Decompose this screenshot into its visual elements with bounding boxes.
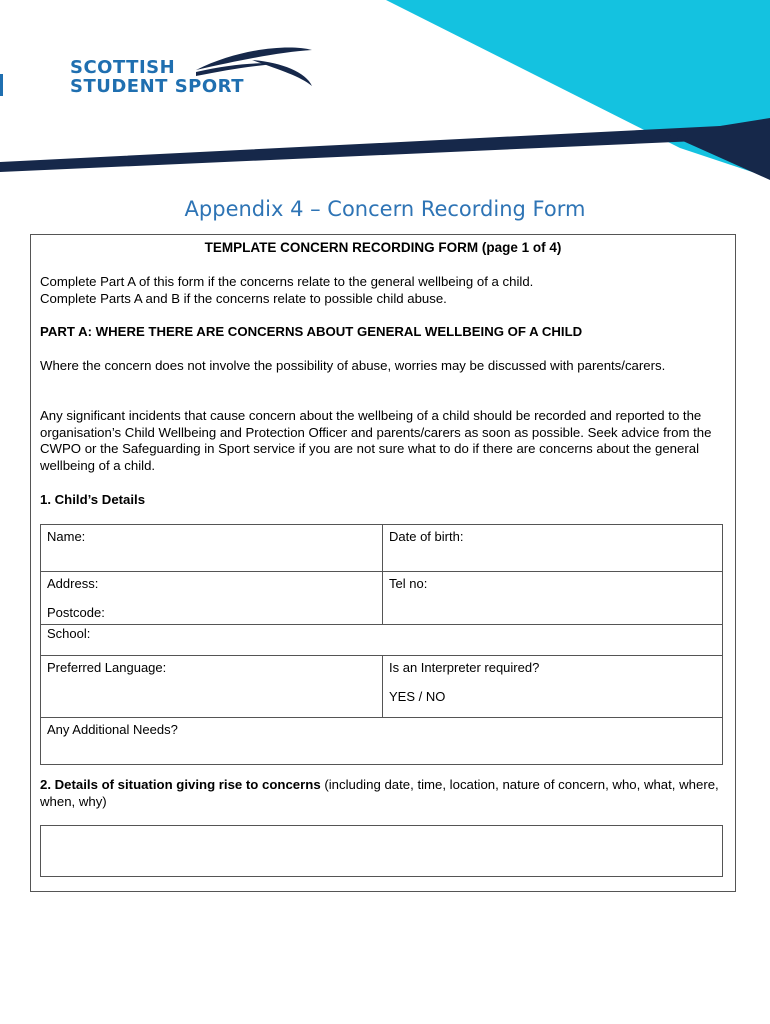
intro-line-1: Complete Part A of this form if the concerns relate to the general wellbeing of a child.: [40, 274, 534, 289]
form-heading: TEMPLATE CONCERN RECORDING FORM (page 1 of 4): [204, 240, 562, 255]
additional-needs-field[interactable]: [41, 718, 723, 765]
tel-no-field[interactable]: [383, 572, 723, 625]
interpreter-field[interactable]: [383, 656, 723, 718]
part-a-heading: PART A: WHERE THERE ARE CONCERNS ABOUT GENERAL WELLBEING OF A CHILD: [40, 324, 583, 339]
postcode-label: Postcode:: [47, 605, 105, 620]
left-edge-mark: [0, 74, 3, 96]
section-2-heading: [40, 777, 730, 810]
preferred-language-field[interactable]: [41, 656, 383, 718]
concern-recording-form: [30, 234, 736, 892]
school-label: School:: [47, 626, 91, 641]
concern-details-input[interactable]: [40, 825, 723, 877]
preferred-language-label: Preferred Language:: [47, 660, 167, 675]
name-label: Name:: [47, 529, 86, 544]
part-a-paragraph-2: Any significant incidents that cause concern about the wellbeing of a child should be recorded and reported to the organisation’s Child Wellbeing and Protection Officer and parents/carers as soon as possible. Seek advice from the CWPO or the Safeguarding in Sport service if you are not sure what to do if there are concerns about the general wellbeing of a child.: [40, 408, 712, 473]
section-2-note: (including date, time, location, nature of concern, who, what, where, when, why): [40, 777, 719, 809]
scottish-student-sport-logo: [70, 58, 244, 96]
school-field[interactable]: [41, 625, 723, 656]
logo-line-2: STUDENT SPORT: [70, 76, 244, 97]
logo-line-1: SCOTTISH: [70, 57, 176, 78]
section-2-title: 2. Details of situation giving rise to concerns: [40, 777, 321, 792]
yes-no-option[interactable]: YES / NO: [389, 689, 446, 704]
intro-line-2: Complete Parts A and B if the concerns relate to possible child abuse.: [40, 290, 447, 306]
intro-text: [40, 274, 730, 307]
address-field[interactable]: [41, 572, 383, 625]
name-field[interactable]: [41, 525, 383, 572]
address-label: Address:: [47, 576, 99, 591]
childs-details-table: [40, 524, 723, 765]
part-a-paragraph-1: Where the concern does not involve the possibility of abuse, worries may be discussed with parents/carers.: [40, 358, 666, 373]
date-of-birth-field[interactable]: [383, 525, 723, 572]
date-of-birth-label: Date of birth:: [389, 529, 464, 544]
additional-needs-label: Any Additional Needs?: [47, 722, 178, 737]
section-1-heading: 1. Child’s Details: [40, 492, 146, 507]
tel-no-label: Tel no:: [389, 576, 428, 591]
appendix-title: Appendix 4 – Concern Recording Form: [184, 197, 586, 221]
interpreter-label: Is an Interpreter required?: [389, 660, 540, 675]
